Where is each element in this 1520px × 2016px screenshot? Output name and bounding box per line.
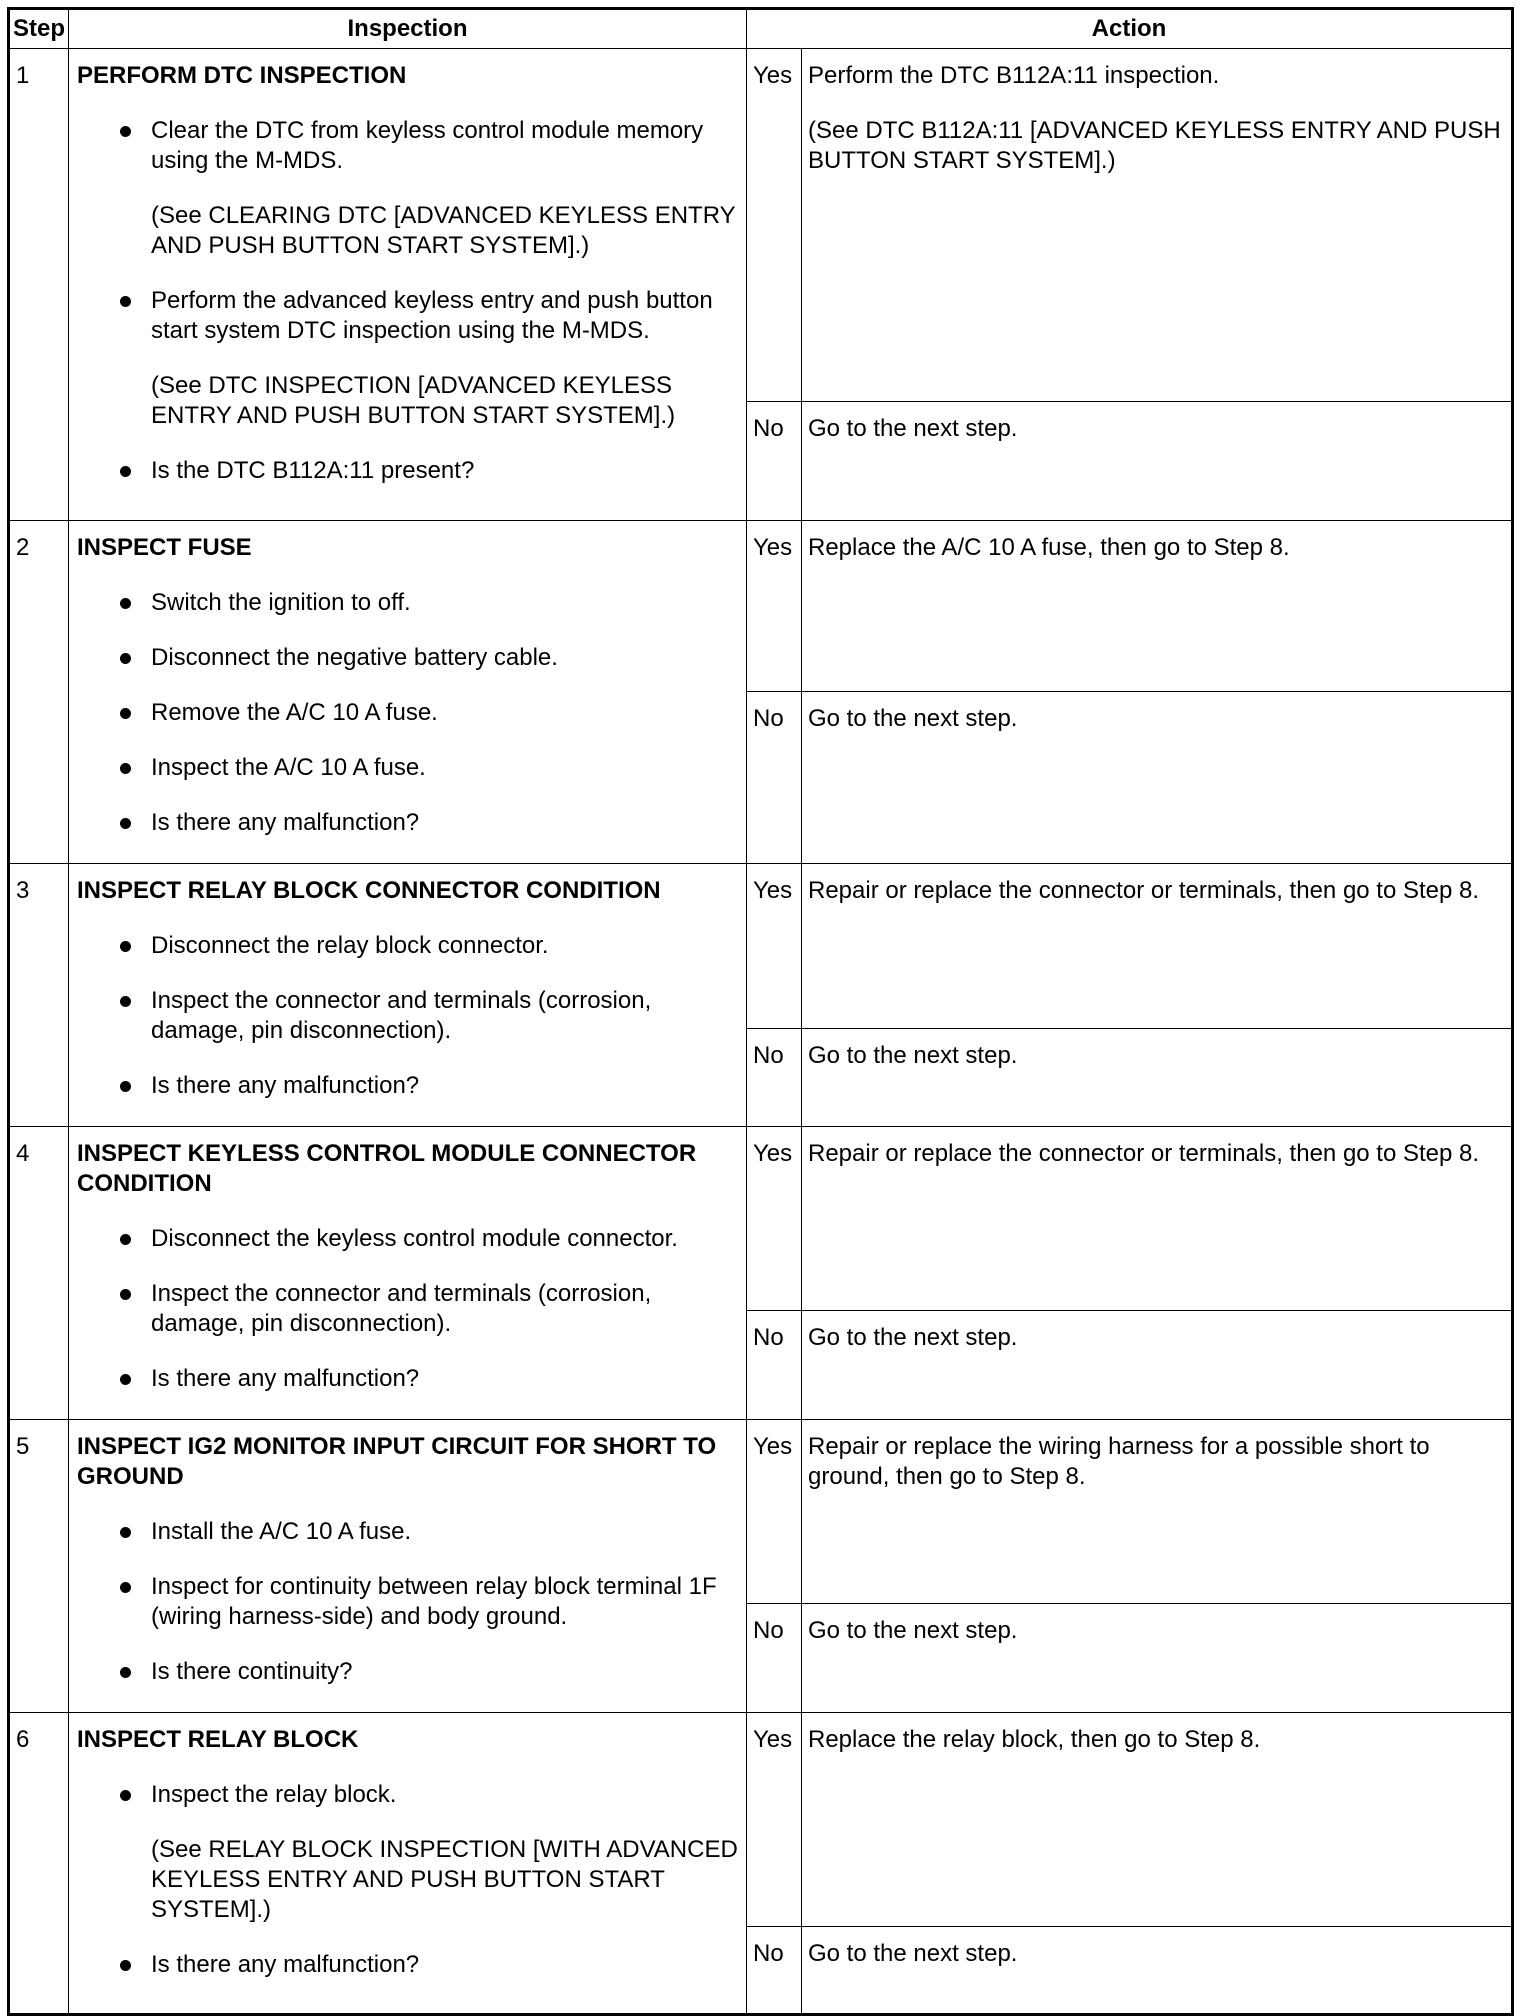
step-title: INSPECT RELAY BLOCK (77, 1726, 359, 1753)
bullet-dot-icon (120, 1790, 131, 1801)
step-number: 2 (9, 521, 69, 864)
bullet-item (77, 808, 738, 838)
step-number: 3 (9, 864, 69, 1127)
bullet-dot-icon (120, 1234, 131, 1245)
step-column-header: Step (9, 9, 69, 49)
action-text: Perform the DTC B112A:11 inspection. (808, 62, 1220, 89)
bullet-item (77, 286, 738, 346)
inspection-cell (69, 1127, 747, 1420)
bullet-item (77, 1950, 738, 1980)
bullet-text: Inspect the relay block. (151, 1781, 397, 1808)
bullet-item (77, 1364, 738, 1394)
bullet-text: Remove the A/C 10 A fuse. (151, 699, 438, 726)
bullet-item (77, 753, 738, 783)
bullet-item (77, 1780, 738, 1810)
step-title: INSPECT IG2 MONITOR INPUT CIRCUIT FOR SHORT TO GROUND (77, 1433, 717, 1490)
bullet-text: Disconnect the negative battery cable. (151, 644, 558, 671)
bullet-text: Inspect the connector and terminals (corrosion, damage, pin disconnection). (151, 1280, 652, 1337)
bullet-dot-icon (120, 763, 131, 774)
yes-action (802, 1713, 1513, 1927)
action-text: Go to the next step. (808, 1617, 1018, 1645)
inspection-cell (69, 864, 747, 1127)
header-row (9, 9, 1513, 49)
bullet-item (77, 1657, 738, 1687)
inspection-column-header: Inspection (69, 9, 747, 49)
bullet-dot-icon (120, 708, 131, 719)
bullet-dot-icon (120, 126, 131, 137)
bullet-item (77, 643, 738, 673)
bullet-item (77, 931, 738, 961)
inspection-cell (69, 49, 747, 521)
yes-label: Yes (747, 521, 802, 692)
yes-action (802, 864, 1513, 1029)
inspection-cell (69, 1420, 747, 1713)
step-row-yes (9, 1420, 1513, 1604)
action-text: Go to the next step. (808, 415, 1018, 442)
bullet-dot-icon (120, 466, 131, 477)
bullet-text: Is there any malfunction? (151, 1951, 420, 1978)
no-label: No (747, 1927, 802, 2015)
no-label: No (747, 402, 802, 521)
step-title: PERFORM DTC INSPECTION (77, 62, 407, 89)
step-row-yes (9, 1127, 1513, 1311)
bullet-dot-icon (120, 1667, 131, 1678)
bullet-dot-icon (120, 1081, 131, 1092)
diagnostic-procedure-table (7, 7, 1514, 2016)
yes-label: Yes (747, 864, 802, 1029)
inspection-cell (69, 1713, 747, 2015)
bullet-dot-icon (120, 653, 131, 664)
bullet-text: Switch the ignition to off. (151, 589, 411, 616)
bullet-text: Is there any malfunction? (151, 1072, 420, 1099)
bullet-item (77, 1071, 738, 1101)
yes-action (802, 1127, 1513, 1311)
yes-label: Yes (747, 49, 802, 402)
no-action (802, 1029, 1513, 1127)
no-action (802, 402, 1513, 521)
step-row-yes (9, 521, 1513, 692)
step-number: 5 (9, 1420, 69, 1713)
action-text: Repair or replace the wiring harness for a possible short to ground, then go to Step 8. (808, 1433, 1430, 1490)
step-row-yes (9, 864, 1513, 1029)
bullet-dot-icon (120, 296, 131, 307)
bullet-text: Install the A/C 10 A fuse. (151, 1518, 412, 1545)
bullet-dot-icon (120, 996, 131, 1007)
yes-label: Yes (747, 1420, 802, 1604)
reference-note: (See CLEARING DTC [ADVANCED KEYLESS ENTRY AND PUSH BUTTON START SYSTEM].) (151, 202, 736, 259)
bullet-item (77, 1279, 738, 1339)
bullet-text: Is there continuity? (151, 1658, 353, 1685)
yes-label: Yes (747, 1127, 802, 1311)
step-number: 1 (9, 49, 69, 521)
bullet-text: Inspect the A/C 10 A fuse. (151, 754, 426, 781)
action-text: Go to the next step. (808, 1042, 1018, 1070)
bullet-item (77, 1224, 738, 1254)
bullet-text: Perform the advanced keyless entry and push button start system DTC inspection using the M-MDS. (151, 287, 713, 344)
bullet-text: Inspect for continuity between relay block terminal 1F (wiring harness-side) and body ground. (151, 1573, 717, 1630)
yes-action (802, 521, 1513, 692)
no-action (802, 1310, 1513, 1419)
no-action (802, 1927, 1513, 2015)
no-action (802, 691, 1513, 863)
bullet-text: Is there any malfunction? (151, 809, 420, 836)
bullet-text: Clear the DTC from keyless control module memory using the M-MDS. (151, 117, 704, 174)
bullet-text: Disconnect the keyless control module connector. (151, 1225, 678, 1252)
step-title: INSPECT FUSE (77, 534, 252, 561)
bullet-item (77, 1572, 738, 1632)
yes-label: Yes (747, 1713, 802, 1927)
bullet-item (77, 456, 738, 486)
bullet-item (77, 116, 738, 176)
bullet-text: Disconnect the relay block connector. (151, 932, 549, 959)
bullet-dot-icon (120, 1374, 131, 1385)
bullet-text: Is there any malfunction? (151, 1365, 420, 1392)
action-text: Replace the A/C 10 A fuse, then go to Step 8. (808, 534, 1290, 561)
no-label: No (747, 1310, 802, 1419)
bullet-item (77, 986, 738, 1046)
action-text: (See DTC B112A:11 [ADVANCED KEYLESS ENTRY AND PUSH BUTTON START SYSTEM].) (808, 117, 1501, 174)
no-action (802, 1604, 1513, 1713)
step-row-yes (9, 49, 1513, 402)
bullet-dot-icon (120, 1527, 131, 1538)
bullet-text: Is the DTC B112A:11 present? (151, 457, 475, 484)
bullet-dot-icon (120, 1582, 131, 1593)
bullet-dot-icon (120, 941, 131, 952)
bullet-dot-icon (120, 1960, 131, 1971)
no-label: No (747, 1604, 802, 1713)
action-text: Repair or replace the connector or terminals, then go to Step 8. (808, 1140, 1480, 1167)
step-title: INSPECT RELAY BLOCK CONNECTOR CONDITION (77, 877, 661, 904)
inspection-cell (69, 521, 747, 864)
bullet-dot-icon (120, 818, 131, 829)
step-number: 6 (9, 1713, 69, 2015)
no-label: No (747, 691, 802, 863)
step-title: INSPECT KEYLESS CONTROL MODULE CONNECTOR CONDITION (77, 1140, 697, 1197)
yes-action (802, 49, 1513, 402)
reference-note: (See DTC INSPECTION [ADVANCED KEYLESS ENTRY AND PUSH BUTTON START SYSTEM].) (151, 372, 676, 429)
bullet-item (77, 698, 738, 728)
action-text: Repair or replace the connector or terminals, then go to Step 8. (808, 877, 1480, 904)
action-text: Go to the next step. (808, 704, 1018, 732)
step-number: 4 (9, 1127, 69, 1420)
bullet-item (77, 1517, 738, 1547)
yes-action (802, 1420, 1513, 1604)
reference-note: (See RELAY BLOCK INSPECTION [WITH ADVANCED KEYLESS ENTRY AND PUSH BUTTON START SYSTEM].) (151, 1836, 738, 1923)
bullet-item (77, 588, 738, 618)
bullet-dot-icon (120, 598, 131, 609)
no-label: No (747, 1029, 802, 1127)
action-column-header: Action (747, 9, 1513, 49)
action-text: Replace the relay block, then go to Step 8. (808, 1726, 1261, 1753)
bullet-text: Inspect the connector and terminals (corrosion, damage, pin disconnection). (151, 987, 652, 1044)
action-text: Go to the next step. (808, 1323, 1018, 1351)
bullet-dot-icon (120, 1289, 131, 1300)
step-row-yes (9, 1713, 1513, 1927)
action-text: Go to the next step. (808, 1940, 1018, 1967)
